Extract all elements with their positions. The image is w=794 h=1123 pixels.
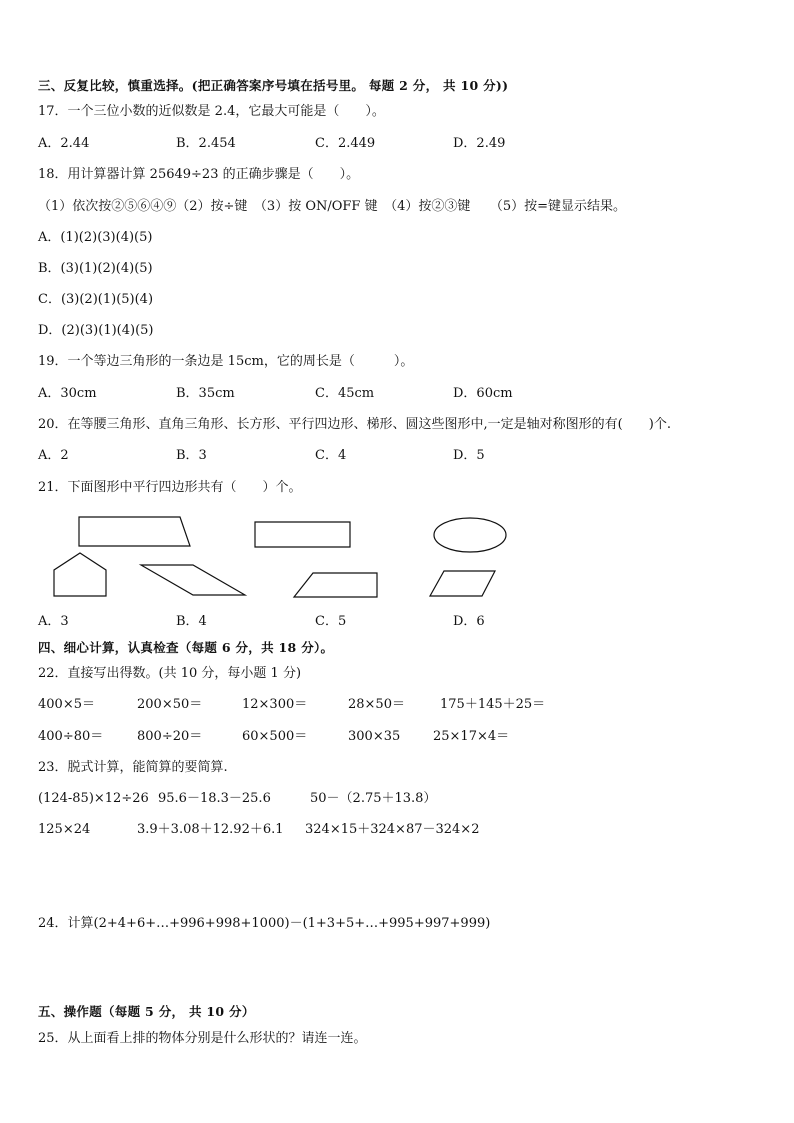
q18-stem: 18．用计算器计算 25649÷23 的正确步骤是（ ）。 — [38, 167, 360, 182]
q19-option-a: A．30cm — [38, 386, 97, 401]
q22-item-8: 60×500＝ — [242, 729, 308, 744]
q22-item-5: 175＋145＋25＝ — [440, 697, 546, 712]
figure-right-trapezoid — [79, 517, 190, 546]
q21-option-c: C．5 — [315, 614, 347, 629]
section4-heading: 四、细心计算，认真检查（每题 6 分，共 18 分）。 — [38, 640, 334, 655]
q21-stem: 21．下面图形中平行四边形共有（ ）个。 — [38, 480, 302, 495]
q20-option-c: C．4 — [315, 448, 347, 463]
section3-heading: 三、反复比较，慎重选择。(把正确答案序号填在括号里。 每题 2 分， 共 10 分)) — [38, 78, 509, 93]
q17-option-b: B．2.454 — [176, 136, 236, 151]
q18-option-a: A．(1)(2)(3)(4)(5) — [38, 230, 153, 245]
q23-item-5: 3.9＋3.08＋12.92＋6.1 — [137, 822, 284, 837]
q22-item-3: 12×300＝ — [242, 697, 308, 712]
q22-stem: 22．直接写出得数。(共 10 分，每小题 1 分) — [38, 666, 302, 681]
figure-rectangle — [255, 522, 350, 547]
q18-option-d: D．(2)(3)(1)(4)(5) — [38, 323, 154, 338]
q23-stem: 23．脱式计算，能简算的要简算. — [38, 760, 228, 775]
q22-item-7: 800÷20＝ — [137, 729, 203, 744]
q18-option-b: B．(3)(1)(2)(4)(5) — [38, 261, 153, 276]
q20-option-b: B．3 — [176, 448, 207, 463]
figure-ellipse — [434, 518, 506, 552]
q23-item-2: 95.6－18.3－25.6 — [158, 791, 271, 806]
q19-option-b: B．35cm — [176, 386, 235, 401]
q22-item-10: 25×17×4＝ — [433, 729, 510, 744]
q19-option-d: D．60cm — [453, 386, 513, 401]
q18-option-c: C．(3)(2)(1)(5)(4) — [38, 292, 154, 307]
q19-stem: 19．一个等边三角形的一条边是 15cm，它的周长是（ ）。 — [38, 354, 414, 369]
figure-parallelogram-2 — [294, 573, 377, 597]
q21-option-d: D．6 — [453, 614, 485, 629]
q22-item-4: 28×50＝ — [348, 697, 405, 712]
q22-item-1: 400×5＝ — [38, 697, 95, 712]
section5-heading: 五、操作题（每题 5 分， 共 10 分） — [38, 1004, 255, 1019]
figure-parallelogram-1 — [141, 565, 245, 595]
q23-item-3: 50－（2.75＋13.8） — [310, 791, 437, 806]
figure-pentagon — [54, 553, 106, 596]
q19-option-c: C．45cm — [315, 386, 375, 401]
q21-option-a: A．3 — [38, 614, 69, 629]
q23-item-1: (124-85)×12÷26 — [38, 791, 149, 806]
q22-item-9: 300×35 — [348, 729, 401, 744]
q23-item-6: 324×15＋324×87－324×2 — [305, 822, 480, 837]
q20-option-d: D．5 — [453, 448, 485, 463]
q17-option-c: C．2.449 — [315, 136, 376, 151]
q22-item-6: 400÷80＝ — [38, 729, 104, 744]
q18-steps: （1）依次按②⑤⑥④⑨（2）按÷键 （3）按 ON/OFF 键 （4）按②③键 （5）按=键显示结果。 — [38, 199, 627, 214]
q17-option-d: D．2.49 — [453, 136, 506, 151]
q23-item-4: 125×24 — [38, 822, 91, 837]
q17-stem: 17．一个三位小数的近似数是 2.4，它最大可能是（ ）。 — [38, 104, 385, 119]
q20-stem: 20．在等腰三角形、直角三角形、长方形、平行四边形、梯形、圆这些图形中,一定是轴对称图形的有( )个. — [38, 417, 671, 432]
q20-option-a: A．2 — [38, 448, 69, 463]
q21-option-b: B．4 — [176, 614, 207, 629]
q22-item-2: 200×50＝ — [137, 697, 203, 712]
q17-option-a: A．2.44 — [38, 136, 90, 151]
figure-parallelogram-3 — [430, 571, 495, 596]
q24-stem: 24．计算(2+4+6+…+996+998+1000)－(1+3+5+…+995+997+999) — [38, 916, 491, 931]
q25-stem: 25．从上面看上排的物体分别是什么形状的？请连一连。 — [38, 1031, 367, 1046]
